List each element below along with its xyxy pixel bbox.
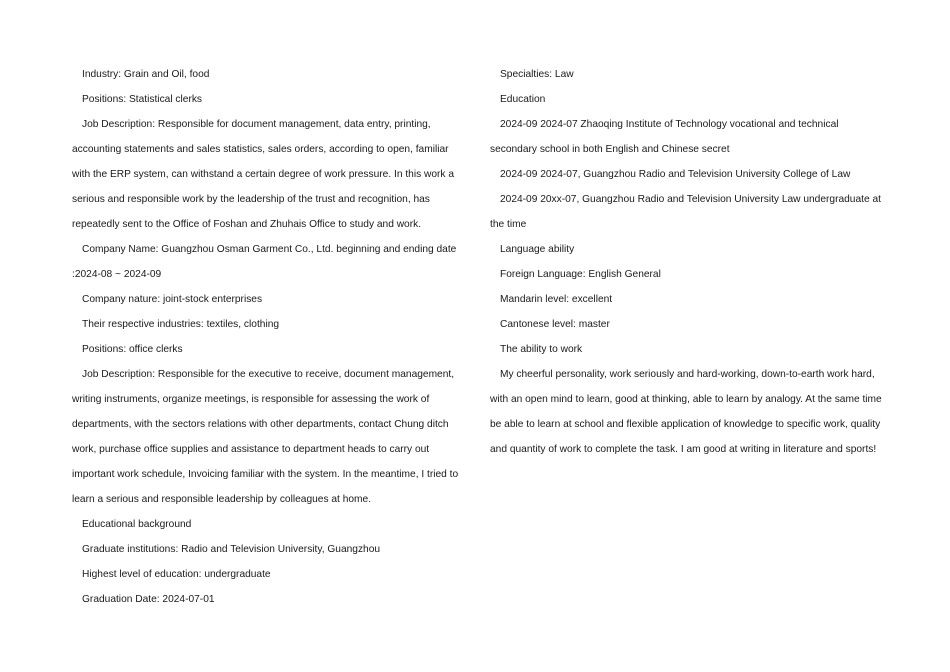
paragraph: Educational background [82, 519, 192, 530]
paragraph: Graduation Date: 2024-07-01 [82, 594, 215, 605]
left-text-column [72, 62, 464, 612]
paragraph: Positions: Statistical clerks [82, 94, 203, 105]
paragraph: Mandarin level: excellent [500, 294, 613, 305]
paragraph: Education [500, 94, 546, 105]
paragraph: Industry: Grain and Oil, food [82, 69, 210, 80]
paragraph: Their respective industries: textiles, clothing [82, 319, 280, 330]
paragraph: Specialties: Law [500, 69, 574, 80]
paragraph: 2024-09 2024-07, Guangzhou Radio and Television University College of Law [500, 169, 851, 180]
paragraph: Job Description: Responsible for document management, data entry, printing, accounting statements and sales statistics, sales orders, according to open, familiar with the ERP system, can withstand a certain degree of work pressure. In this work a serious and responsible work by the leadership of the trust and recognition, has repeatedly sent to the Office of Foshan and Zhuhais Office to study and work. [72, 119, 455, 230]
paragraph: Cantonese level: master [500, 319, 610, 330]
paragraph: My cheerful personality, work seriously and hard-working, down-to-earth work hard, with an open mind to learn, good at thinking, able to learn by analogy. At the same time be able to learn at school and flexible application of knowledge to specific work, quality and quantity of work to complete the task. I am good at writing in literature and sports! [490, 369, 882, 455]
paragraph: Job Description: Responsible for the executive to receive, document management, writing instruments, organize meetings, is responsible for assessing the work of departments, with the sectors relations with other departments, contact Chung ditch work, purchase office supplies and assistance to department heads to carry out important work schedule, Invoicing familiar with the system. In the meantime, I tried to learn a serious and responsible leadership by colleagues at home. [72, 369, 459, 505]
paragraph: Foreign Language: English General [500, 269, 661, 280]
paragraph: The ability to work [500, 344, 583, 355]
paragraph: Highest level of education: undergraduate [82, 569, 271, 580]
paragraph: 2024-09 2024-07 Zhaoqing Institute of Technology vocational and technical secondary school in both English and Chinese secret [490, 119, 839, 155]
paragraph: Language ability [500, 244, 575, 255]
paragraph: Company Name: Guangzhou Osman Garment Co., Ltd. beginning and ending date :2024-08 ~ 2024-09 [72, 244, 457, 280]
right-text-column [490, 62, 882, 462]
paragraph: Company nature: joint-stock enterprises [82, 294, 263, 305]
paragraph: Positions: office clerks [82, 344, 183, 355]
paragraph: Graduate institutions: Radio and Television University, Guangzhou [82, 544, 381, 555]
paragraph: 2024-09 20xx-07, Guangzhou Radio and Television University Law undergraduate at the time [490, 194, 881, 230]
